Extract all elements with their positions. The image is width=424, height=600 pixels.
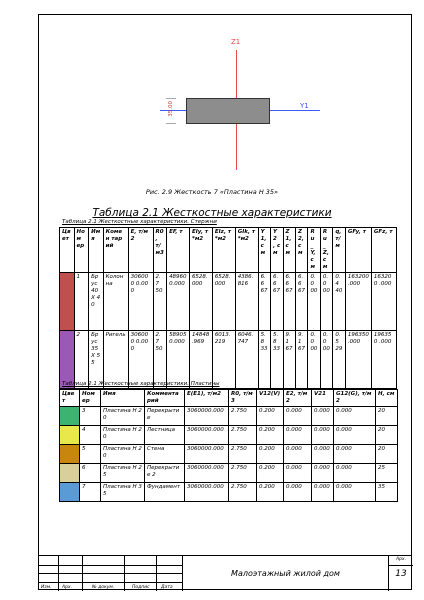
table-cell: 2.750 <box>229 464 257 483</box>
table-cell: 1 <box>74 273 89 331</box>
table-cell: Пластина Н 20 <box>101 407 145 426</box>
table-cell: 163200 .000 <box>345 273 371 331</box>
table-cell: 0.000 <box>334 483 376 502</box>
table-cell: 0.000 <box>334 464 376 483</box>
table-cell: 6046. 747 <box>235 331 258 389</box>
color-swatch <box>60 426 80 445</box>
table-cell: 3060000.000 <box>185 483 229 502</box>
table-cell: 0.000 <box>312 445 334 464</box>
column-header: EF, т <box>167 228 190 273</box>
table-cell: Бр ус 35 X 55 <box>89 331 104 389</box>
table-cell: 6013. 219 <box>212 331 235 389</box>
table-cell: 0.200 <box>257 426 284 445</box>
table-cell: 4 <box>80 426 101 445</box>
column-header: Y1, см <box>258 228 270 273</box>
rods-subtitle: Таблица 2.1 Жесткостные характеристики. Стержни <box>62 219 217 225</box>
table-cell: 0.0 00 <box>308 331 320 389</box>
column-header: Ru _Z, см <box>320 228 332 273</box>
color-swatch <box>60 273 75 331</box>
table-cell: 163200 .000 <box>371 273 396 331</box>
table-cell: 306000 0.000 <box>128 331 153 389</box>
plates-table <box>59 389 398 502</box>
table-cell: Колонна <box>103 273 128 331</box>
table-cell: 0.200 <box>257 407 284 426</box>
table-cell: 0.000 <box>284 426 312 445</box>
table-cell: 2.750 <box>229 483 257 502</box>
color-swatch <box>60 483 80 502</box>
table-cell: 0.0 00 <box>308 273 320 331</box>
rods-header-row <box>60 228 397 273</box>
rod-row <box>60 331 397 389</box>
column-header: EIz, т*м2 <box>212 228 235 273</box>
table-cell: 0.000 <box>312 483 334 502</box>
main-title: Таблица 2.1 Жесткостные характеристики <box>92 207 332 219</box>
table-cell: Фундамент <box>145 483 185 502</box>
column-header: GIk, т*м2 <box>235 228 258 273</box>
column-header: Номер <box>80 390 101 407</box>
column-header: G12(G), т/м2 <box>334 390 376 407</box>
table-cell: Стена <box>145 445 185 464</box>
table-cell: 196350 .000 <box>345 331 371 389</box>
table-cell: 2.7 50 <box>153 331 167 389</box>
table-cell: 0.0 00 <box>320 331 332 389</box>
plate-row <box>60 407 398 426</box>
table-cell: Пластина Н 25 <box>101 464 145 483</box>
table-cell: 2.750 <box>229 445 257 464</box>
table-cell: 6.6 67 <box>295 273 307 331</box>
table-cell: 0.200 <box>257 445 284 464</box>
table-cell: 6528. 000 <box>212 273 235 331</box>
table-cell: 0.000 <box>334 445 376 464</box>
column-header: R0, т/м3 <box>229 390 257 407</box>
column-header: V12(V) <box>257 390 284 407</box>
table-cell: 14848 .969 <box>189 331 212 389</box>
color-swatch <box>60 464 80 483</box>
table-cell: 48960 0.000 <box>167 273 190 331</box>
table-cell: 9.1 67 <box>295 331 307 389</box>
table-cell: Перекрытие <box>145 407 185 426</box>
table-cell: 25 <box>376 464 398 483</box>
table-cell: 2.7 50 <box>153 273 167 331</box>
color-swatch <box>60 445 80 464</box>
table-cell: 6528. 000 <box>189 273 212 331</box>
table-cell: Пластина Н 20 <box>101 445 145 464</box>
table-cell: 0.000 <box>312 407 334 426</box>
table-cell: 5 <box>80 445 101 464</box>
plate-row <box>60 426 398 445</box>
table-cell: 2.750 <box>229 426 257 445</box>
table-cell: 3060000.000 <box>185 445 229 464</box>
column-header: Ном ер <box>74 228 89 273</box>
z-axis-label: Z1 <box>231 38 241 46</box>
plate-row <box>60 445 398 464</box>
column-header: Комментарий <box>145 390 185 407</box>
plate-section <box>186 98 270 124</box>
column-header: Z1, см <box>283 228 295 273</box>
y-axis-label: Y1 <box>300 102 309 110</box>
stamp-label-doc-number: № докум. <box>92 585 115 590</box>
sheet-number: 13 <box>395 569 407 579</box>
table-cell: 0.000 <box>284 464 312 483</box>
table-cell: 306000 0.000 <box>128 273 153 331</box>
table-cell: 0.4 40 <box>333 273 345 331</box>
table-cell: 6 <box>80 464 101 483</box>
column-header: Цвет <box>60 390 80 407</box>
column-header: GFy, т <box>345 228 371 273</box>
sheet-label: Арх. <box>389 557 413 566</box>
column-header: Y2 , см <box>271 228 283 273</box>
column-header: Комен тарий <box>103 228 128 273</box>
column-header: Z2, см <box>295 228 307 273</box>
cross-section-figure <box>140 38 320 178</box>
table-cell: Лестница <box>145 426 185 445</box>
table-cell: 0.200 <box>257 464 284 483</box>
table-cell: Бр ус 40 X 40 <box>89 273 104 331</box>
plate-row <box>60 464 398 483</box>
table-cell: 4386. 816 <box>235 273 258 331</box>
table-cell: 35 <box>376 483 398 502</box>
column-header: q, т/ м <box>333 228 345 273</box>
column-header: E, т/м2 <box>128 228 153 273</box>
table-cell: 196350 .000 <box>371 331 396 389</box>
column-header: R0 , т/ м3 <box>153 228 167 273</box>
table-cell: 20 <box>376 407 398 426</box>
table-cell: 0.000 <box>284 445 312 464</box>
plates-subtitle: Таблица 2.1 Жесткостные характеристики. Пластины <box>62 381 220 387</box>
table-cell: 58905 0.000 <box>167 331 190 389</box>
project-name: Малоэтажный жилой дом <box>182 556 388 591</box>
table-cell: 0.000 <box>334 407 376 426</box>
stamp-label-date: Дата <box>161 585 173 590</box>
column-header: Имя <box>101 390 145 407</box>
table-cell: 2 <box>74 331 89 389</box>
table-cell: 0.200 <box>257 483 284 502</box>
table-cell: Ригель <box>103 331 128 389</box>
table-cell: 0.000 <box>284 407 312 426</box>
column-header: GFz, т <box>371 228 396 273</box>
table-cell: 9.1 67 <box>283 331 295 389</box>
sheet-number-box <box>388 556 412 591</box>
revision-cells <box>38 556 182 591</box>
color-swatch <box>60 331 75 389</box>
table-cell: 6.6 67 <box>271 273 283 331</box>
table-cell: 3060000.000 <box>185 407 229 426</box>
table-cell: 5.8 33 <box>271 331 283 389</box>
table-cell: 0.000 <box>312 464 334 483</box>
rods-table <box>59 227 397 389</box>
plate-row <box>60 483 398 502</box>
table-cell: 2.750 <box>229 407 257 426</box>
stamp-label-change: Изм. <box>41 585 52 590</box>
stamp-label-signature: Подпис <box>132 585 150 590</box>
table-cell: Пластина Н 35 <box>101 483 145 502</box>
column-header: H, см <box>376 390 398 407</box>
table-cell: 6.6 67 <box>283 273 295 331</box>
table-cell: 20 <box>376 426 398 445</box>
column-header: E(E1), т/м2 <box>185 390 229 407</box>
table-cell: 7 <box>80 483 101 502</box>
stamp-label-archive: Арх. <box>62 585 73 590</box>
table-cell: 0.000 <box>334 426 376 445</box>
column-header: Цв ет <box>60 228 75 273</box>
table-cell: 20 <box>376 445 398 464</box>
table-cell: 3 <box>80 407 101 426</box>
column-header: EIy, т*м2 <box>189 228 212 273</box>
table-cell: 0.0 00 <box>320 273 332 331</box>
column-header: V21 <box>312 390 334 407</box>
table-cell: 6.6 67 <box>258 273 270 331</box>
figure-caption: Рис. 2.9 Жесткость 7 «Пластина Н 35» <box>145 188 279 196</box>
table-cell: 0.5 29 <box>333 331 345 389</box>
column-header: Им я <box>89 228 104 273</box>
table-cell: 3060000.000 <box>185 464 229 483</box>
color-swatch <box>60 407 80 426</box>
plates-header-row <box>60 390 398 407</box>
table-cell: Пластина Н 20 <box>101 426 145 445</box>
table-cell: Перекрытие 2 <box>145 464 185 483</box>
table-cell: 3060000.000 <box>185 426 229 445</box>
dimension-label: 35.00 <box>168 101 174 117</box>
title-block <box>38 555 412 590</box>
table-cell: 0.000 <box>312 426 334 445</box>
rod-row <box>60 273 397 331</box>
column-header: E2, т/м2 <box>284 390 312 407</box>
column-header: Ru _Y, см <box>308 228 320 273</box>
table-cell: 5.8 33 <box>258 331 270 389</box>
table-cell: 0.000 <box>284 483 312 502</box>
